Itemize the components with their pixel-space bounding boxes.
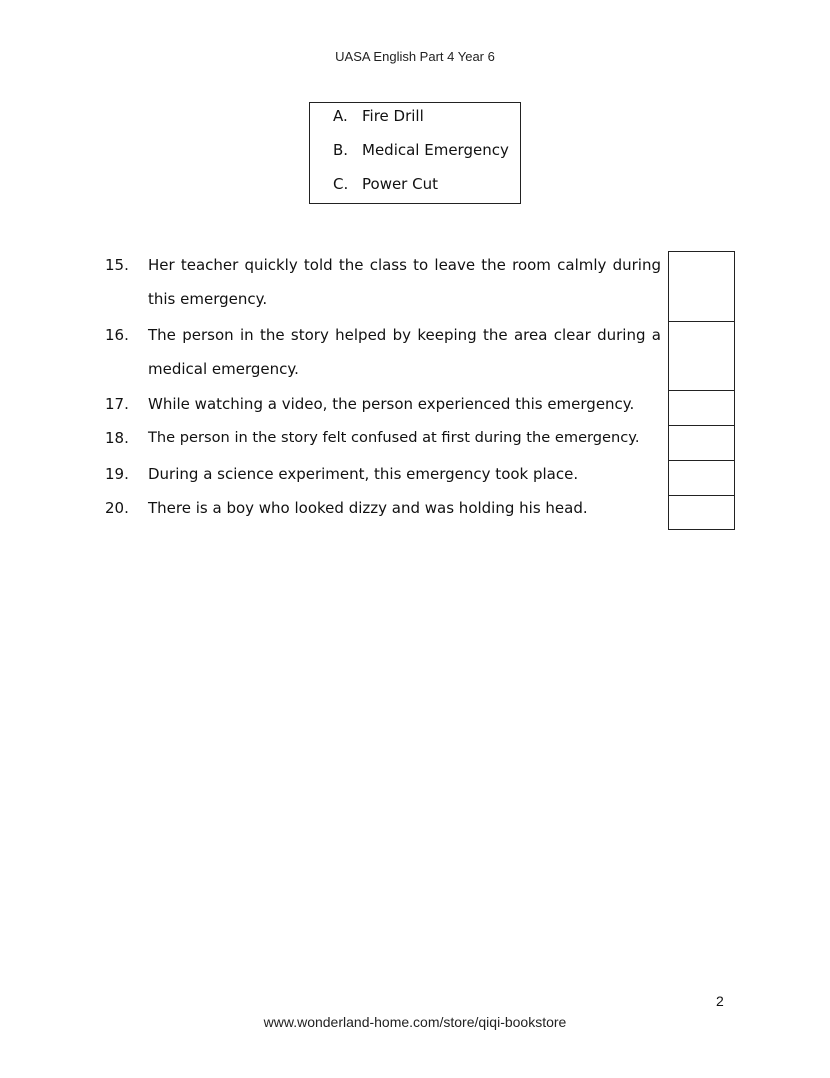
option-label: Medical Emergency <box>362 141 509 159</box>
option-label: Power Cut <box>362 175 438 193</box>
question-number: 19. <box>105 465 129 483</box>
answer-box-20[interactable] <box>669 496 734 529</box>
page-header: UASA English Part 4 Year 6 <box>335 49 495 64</box>
question-text: While watching a video, the person experienced this emergency. <box>148 395 635 413</box>
option-c <box>333 175 438 193</box>
answer-box-15[interactable] <box>669 252 734 322</box>
question-text: There is a boy who looked dizzy and was holding his head. <box>148 499 588 517</box>
answer-grid <box>668 251 735 530</box>
question-number: 16. <box>105 326 129 344</box>
question-text: The person in the story helped by keeping the area clear during a medical emergency. <box>148 326 661 378</box>
option-b <box>333 141 509 159</box>
answer-box-19[interactable] <box>669 461 734 496</box>
answer-box-17[interactable] <box>669 391 734 426</box>
question-text: During a science experiment, this emergency took place. <box>148 465 579 483</box>
option-a <box>333 107 424 125</box>
question-text: The person in the story felt confused at first during the emergency. <box>148 429 640 446</box>
question-text: Her teacher quickly told the class to leave the room calmly during this emergency. <box>148 256 661 308</box>
question-number: 18. <box>105 429 129 447</box>
answer-box-18[interactable] <box>669 426 734 461</box>
options-box <box>309 102 521 204</box>
option-letter: A. <box>333 107 348 125</box>
option-letter: B. <box>333 141 349 159</box>
question-number: 15. <box>105 256 129 274</box>
question-number: 20. <box>105 499 129 517</box>
footer-url: www.wonderland-home.com/store/qiqi-bookstore <box>263 1014 567 1030</box>
option-letter: C. <box>333 175 349 193</box>
option-label: Fire Drill <box>362 107 424 125</box>
answer-box-16[interactable] <box>669 322 734 391</box>
page-number: 2 <box>716 993 724 1009</box>
question-number: 17. <box>105 395 129 413</box>
